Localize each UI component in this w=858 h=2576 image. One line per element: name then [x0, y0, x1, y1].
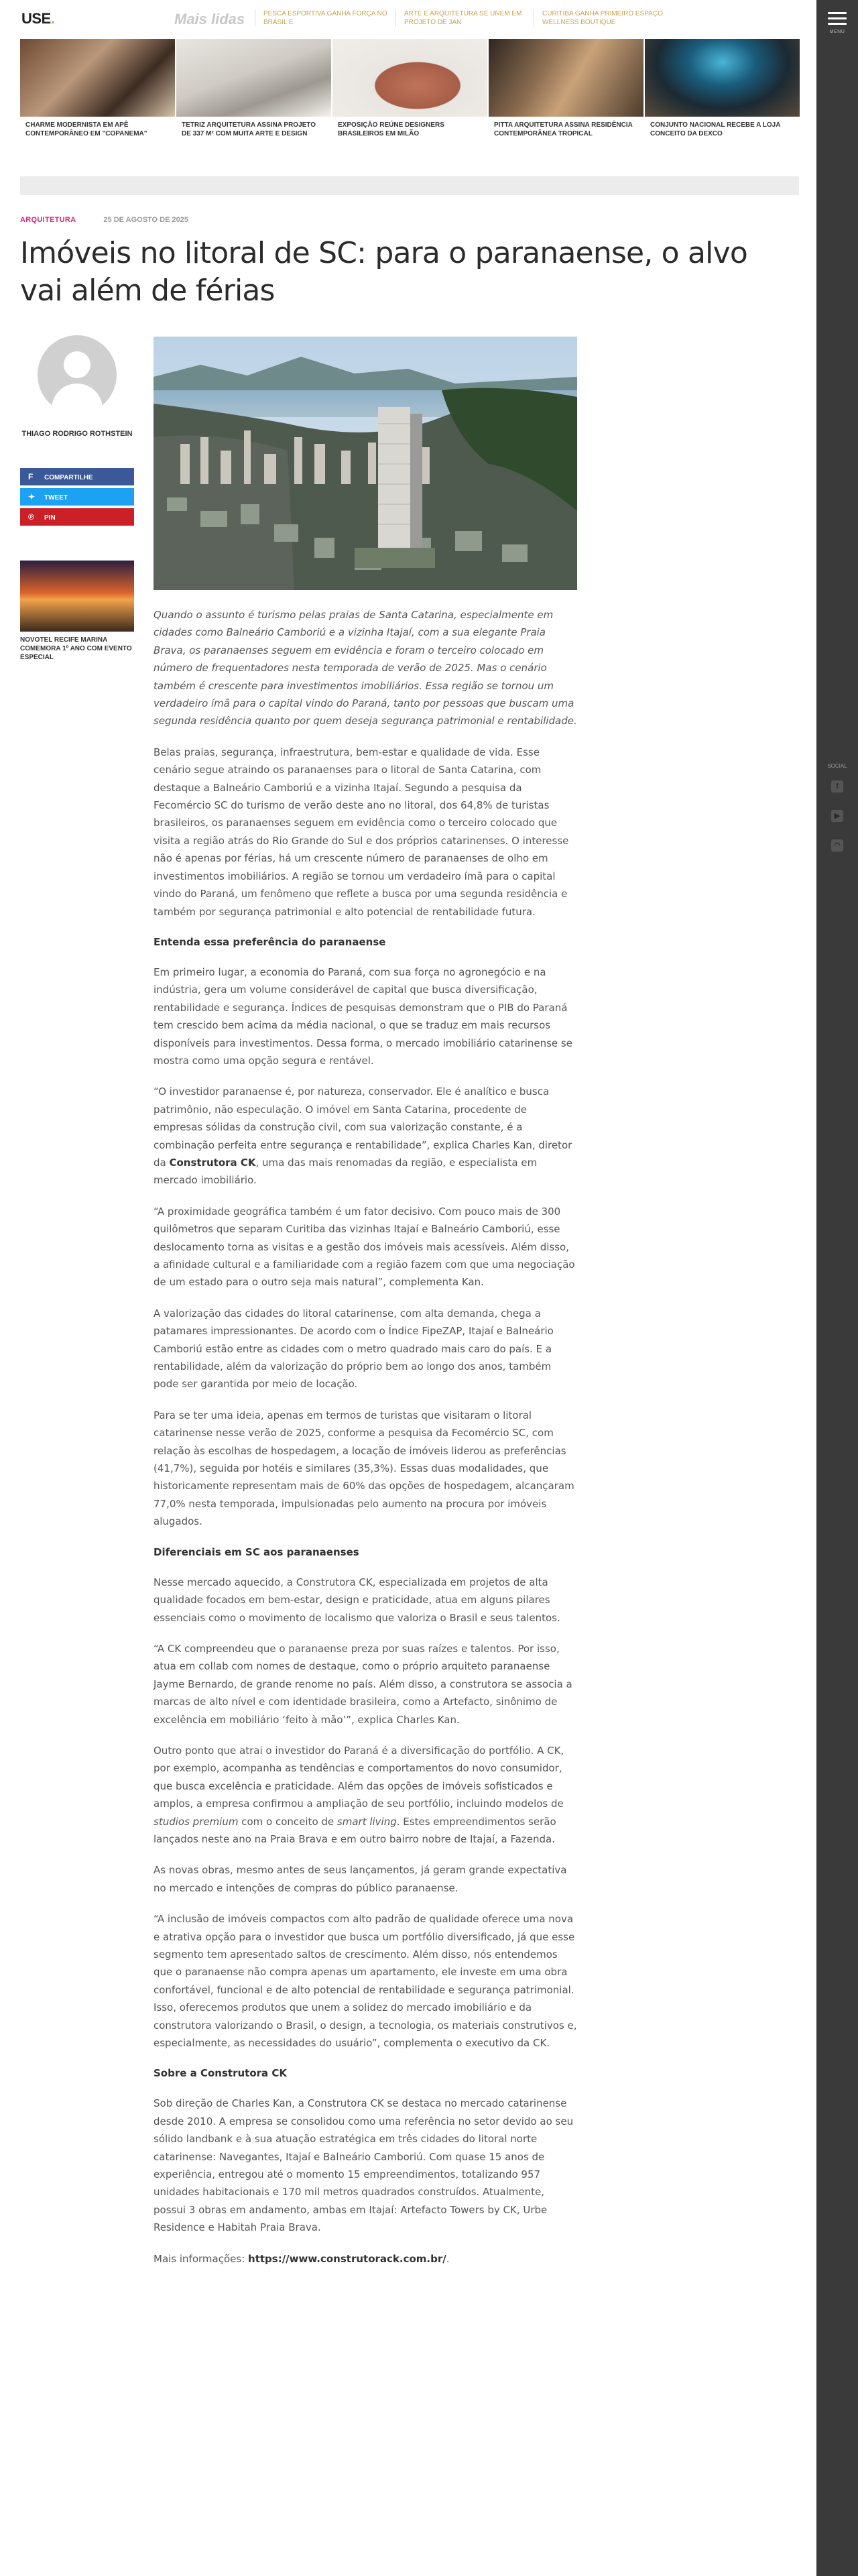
aerial-city-illustration	[154, 337, 577, 590]
hamburger-menu-icon[interactable]	[828, 12, 847, 28]
facebook-icon: F	[28, 472, 34, 481]
article-paragraph: A valorização das cidades do litoral catarinense, com alta demanda, chega a patamares impressionantes. De acordo com o Índice FipeZAP, Itajaí e Balneário Camboriú estão entre as cidades com o metro quadrado mais caro do país. E a rentabilidade, além da valorização do próprio bem ao longo dos anos, também pode ser garantida por meio de locação.	[154, 1307, 554, 1391]
author-box	[20, 335, 134, 438]
social-label: SOCIAL	[827, 763, 847, 769]
featured-card[interactable]	[20, 39, 175, 173]
paragraph-text: com o conceito de	[238, 1815, 337, 1828]
pinterest-icon: ℗	[28, 512, 34, 522]
paragraph-text: . Estes empreendimentos serão lançados neste ano na Praia Brava e em outro bairro nobre de Itajaí, a Fazenda.	[154, 1815, 556, 1845]
share-label: PIN	[44, 514, 56, 522]
twitter-share-button[interactable]	[20, 488, 134, 506]
facebook-icon[interactable]: f	[831, 780, 843, 793]
featured-card[interactable]	[489, 39, 644, 173]
menu-label: MENU	[829, 30, 845, 34]
paragraph-emphasis: smart living	[336, 1815, 397, 1828]
paragraph-text: “O investidor paranaense é, por natureza, conservador. Ele é analítico e busca patrimônio, não especulação. O imóvel em Santa Catarina, procedente de empresas sólidas da construção civil, com sua valorização constante, é a combinação perfeita entre segurança e rentabilidade”, explica Charles Kan, diretor da	[154, 1086, 572, 1169]
article-meta	[20, 216, 188, 224]
featured-caption[interactable]: TETRIZ ARQUITETURA ASSINA PROJETO DE 337 M² COM MUITA ARTE E DESIGN	[182, 121, 316, 137]
article-hero-image	[154, 337, 577, 590]
paragraph-text: , uma das mais renomadas da região, e especialista em mercado imobiliário.	[154, 1156, 538, 1187]
featured-strip	[20, 39, 799, 173]
logo-text: USE	[21, 10, 51, 27]
facebook-share-button[interactable]	[20, 468, 134, 485]
paragraph-emphasis: studios premium	[154, 1815, 239, 1828]
site-logo[interactable]	[21, 10, 54, 27]
logo-dot: .	[50, 10, 55, 27]
more-info-end: .	[446, 2252, 450, 2265]
featured-thumbnail[interactable]	[176, 39, 331, 117]
rss-icon[interactable]: ◠	[831, 839, 843, 852]
ticker-item-3[interactable]: CURITIBA GANHA PRIMEIRO ESPAÇO WELLNESS BOUTIQUE	[534, 9, 668, 27]
article-paragraph: “A proximidade geográfica também é um fator decisivo. Com pouco mais de 300 quilômetros que separam Curitiba das vizinhas Itajaí e Balneário Camboriú, esse deslocamento torna as visitas e a gestão dos imóveis mais acessíveis. Além disso, a afinidade cultural e a familiaridade com a região fazem com que uma negociação de um estado para o outro seja mais natural”, complementa Kan.	[154, 1205, 575, 1289]
article-paragraph: Nesse mercado aquecido, a Construtora CK, especializada em projetos de alta qualidade focados em bem-estar, design e praticidade, atua em alguns pilares essenciais como o movimento de localismo que valoriza o Brasil e seus talentos.	[154, 1576, 560, 1624]
more-info	[154, 2250, 577, 2268]
side-rail	[816, 0, 858, 2576]
ticker-item-2[interactable]: ARTE E ARQUITETURA SE UNEM EM PROJETO DE JAN	[395, 9, 530, 27]
featured-caption[interactable]: CHARME MODERNISTA EM APÊ CONTEMPORÂNEO EM "COPANEMA"	[25, 121, 147, 137]
featured-card[interactable]	[645, 39, 800, 173]
paragraph-text: Outro ponto que atrai o investidor do Paraná é a diversificação do portfólio. A CK, por exemplo, acompanha as tendências e comportamentos do novo consumidor, que busca excelência e praticidade. Além das opções de imóveis sofisticados e amplos, a empresa confirmou a ampliação de seu portfólio, incluindo modelos de	[154, 1744, 564, 1810]
section-heading: Entenda essa preferência do paranaense	[154, 935, 386, 948]
article-paragraph: Sob direção de Charles Kan, a Construtora CK se destaca no mercado catarinense desde 2010. A empresa se consolidou como uma referência no setor devido ao seu sólido landbank e à sua atuação estratégica em três cidades do litoral norte catarinense: Navegantes, Itajaí e Balneário Camboriú. Com quase 15 anos de experiência, entregou até o momento 15 empreendimentos, totalizando 957 unidades habitacionais e 170 mil metros quadrados construídos. Atualmente, possui 3 obras em andamento, ambas em Itajaí: Artefacto Towers by CK, Urbe Residence e Habitah Praia Brava.	[154, 2097, 574, 2234]
youtube-icon[interactable]: ▶	[831, 810, 843, 822]
related-caption[interactable]: NOVOTEL RECIFE MARINA COMEMORA 1º ANO COM EVENTO ESPECIAL	[20, 636, 132, 661]
featured-thumbnail[interactable]	[645, 39, 800, 117]
company-link[interactable]: Construtora CK	[169, 1156, 256, 1169]
article-paragraph: As novas obras, mesmo antes de seus lançamentos, já geram grande expectativa no mercado e intenções de compras do público paranaense.	[154, 1864, 567, 1894]
article-paragraph: “A inclusão de imóveis compactos com alto padrão de qualidade oferece uma nova e atrativa opção para o investidor que busca um portfólio diversificado, já que esse segmento tem apresentado saltos de crescimento. Além disso, nós entendemos que o paranaense não compra apenas um apartamento, ele investe em uma obra confortável, funcional e de alto potencial de rentabilidade e segurança patrimonial. Isso, oferecemos produtos que unem a solidez do mercado imobiliário e da construtora valorizando o Brasil, o design, a tecnologia, os materiais construtivos e, especialmente, as necessidades do usuário”, complementa o executivo da CK.	[154, 1913, 577, 2050]
featured-thumbnail[interactable]	[489, 39, 644, 117]
more-info-label: Mais informações:	[154, 2252, 249, 2265]
featured-card[interactable]	[332, 39, 487, 173]
most-read-label: Mais lidas	[174, 11, 245, 27]
article-paragraph: Para se ter uma ideia, apenas em termos de turistas que visitaram o litoral catarinense nesse verão de 2025, conforme a pesquisa da Fecomércio SC, com relação às escolhas de hospedagem, a locação de imóveis liderou as preferências (41,7%), seguida por hotéis e similares (35,3%). Essas duas modalidades, que historicamente representam mais de 60% das opções de hospedagem, alcançaram 77,0% nesta temporada, impulsionadas pelo aumento na procura por imóveis alugados.	[154, 1409, 574, 1528]
featured-thumbnail[interactable]	[332, 39, 487, 117]
share-label: TWEET	[44, 494, 68, 502]
author-avatar	[38, 335, 117, 414]
featured-card[interactable]	[176, 39, 331, 173]
article-paragraph: Belas praias, segurança, infraestrutura, bem-estar e qualidade de vida. Esse cenário segue atraindo os paranaenses para o litoral de Santa Catarina, com destaque a Balneário Camboriú e a vizinha Itajaí. Segundo a pesquisa da Fecomércio SC do turismo de verão deste ano no litoral, dos 64,8% de turistas brasileiros, os paranaenses seguem em evidência como o terceiro colocado que visita a região atrás do Rio Grande do Sul e dos próprios catarinenses. O interesse não é apenas por férias, há um crescente número de paranaenses de olho em investimentos imobiliários. A região se tornou um verdadeiro ímã para o capital vindo do Paraná, um fenômeno que reflete a busca por uma segunda residência e também por segurança patrimonial e alto potencial de rentabilidade futura.	[154, 746, 569, 918]
author-name[interactable]: THIAGO RODRIGO ROTHSTEIN	[21, 430, 133, 438]
pinterest-share-button[interactable]	[20, 508, 134, 526]
article-body	[154, 606, 577, 2281]
site-header	[0, 0, 816, 39]
twitter-icon: ✦	[28, 492, 36, 502]
article-lead: Quando o assunto é turismo pelas praias de Santa Catarina, especialmente em cidades como Balneário Camboriú e a vizinha Itajaí, com a sua elegante Praia Brava, os paranaenses seguem em evidência e foram o terceiro colocado em número de frequentadores nesta temporada de verão de 2025. Mas o cenário também é crescente para investimentos imobiliários. Essa região se tornou um verdadeiro ímã para o capital vindo do Paraná, tanto por pessoas que buscam uma segunda residência quanto por quem deseja segurança patrimonial e rentabilidade.	[154, 609, 577, 727]
article-paragraph: Em primeiro lugar, a economia do Paraná, com sua força no agronegócio e na indústria, gera um volume considerável de capital que busca diversificação, rentabilidade e segurança. Índices de pesquisas demonstram que o PIB do Paraná tem crescido bem acima da média nacional, o que se traduz em mais recursos disponíveis para investimentos. Dessa forma, o mercado imobiliário catarinense se mostra como uma opção segura e rentável.	[154, 965, 572, 1067]
section-heading: Sobre a Construtora CK	[154, 2067, 287, 2080]
section-heading: Diferenciais em SC aos paranaenses	[154, 1545, 359, 1558]
article-paragraph	[154, 1083, 577, 1189]
category-link[interactable]: ARQUITETURA	[20, 216, 76, 224]
featured-caption[interactable]: EXPOSIÇÃO REÚNE DESIGNERS BRASILEIROS EM MILÃO	[338, 121, 444, 137]
article-paragraph: “A CK compreendeu que o paranaense preza por suas raízes e talentos. Por isso, atua em collab com nomes de destaque, como o próprio arquiteto paranaense Jayme Bernardo, de grande renome no país. Além disso, a construtora se associa a marcas de alto nível e com identidade brasileira, como a Artefacto, sinônimo de excelência em mobiliário ‘feito à mão’”, explica Charles Kan.	[154, 1642, 572, 1726]
related-thumbnail[interactable]	[20, 561, 134, 632]
ad-banner	[20, 176, 799, 195]
article-paragraph	[154, 1742, 577, 1848]
featured-thumbnail[interactable]	[20, 39, 175, 117]
article-title: Imóveis no litoral de SC: para o paranaense, o alvo vai além de férias	[20, 236, 747, 308]
ticker-item-1[interactable]: PESCA ESPORTIVA GANHA FORÇA NO BRASIL E	[255, 9, 389, 27]
featured-caption[interactable]: PITTA ARQUITETURA ASSINA RESIDÊNCIA CONTEMPORÂNEA TROPICAL	[494, 121, 633, 137]
featured-caption[interactable]: CONJUNTO NACIONAL RECEBE A LOJA CONCEITO DA DEXCO	[650, 121, 781, 137]
website-link[interactable]: https://www.construtorack.com.br/	[248, 2252, 446, 2265]
article-date: 25 DE AGOSTO DE 2025	[103, 216, 188, 224]
share-label: COMPARTILHE	[44, 474, 93, 481]
